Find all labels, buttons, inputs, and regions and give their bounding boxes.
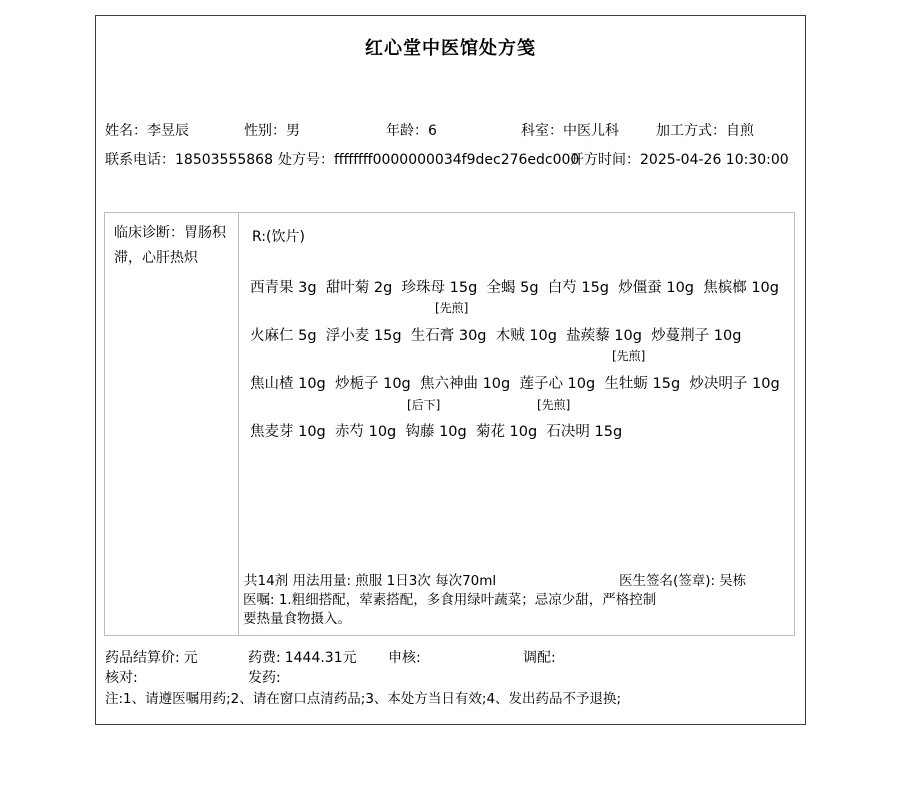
rx-time-label: 开方时间： xyxy=(570,152,640,168)
rx-number-label: 处方号： xyxy=(278,152,334,168)
field-fee xyxy=(248,647,357,667)
medical-advice: 医嘱: 1.粗细搭配，荤素搭配，多食用绿叶蔬菜；忌凉少甜，严格控制要热量食物摄入。 xyxy=(243,592,657,627)
herb-line-3: 焦山楂 10g 炒栀子 10g 焦六神曲 10g 莲子心 10g 生牡蛎 15g 炒决明子 10g xyxy=(250,376,780,392)
diagnosis-panel xyxy=(105,213,239,635)
rx-number-value: ffffffff0000000034f9dec276edc000 xyxy=(334,152,580,168)
prescription-content xyxy=(240,213,794,635)
department-label: 科室： xyxy=(521,123,563,139)
diagnosis-label: 临床诊断： xyxy=(114,225,184,241)
field-rx-number xyxy=(278,149,579,169)
age-value: 6 xyxy=(428,123,437,139)
doctor-signature xyxy=(619,569,746,589)
decoct-first-annotation: [先煎] xyxy=(612,349,646,363)
processing-value: 自煎 xyxy=(726,123,754,139)
add-later-annotation: [后下] xyxy=(407,398,441,412)
processing-label: 加工方式： xyxy=(656,123,726,139)
fee-value: 1444.31元 xyxy=(284,650,357,666)
annotation-row-1 xyxy=(240,299,794,314)
field-processing-method xyxy=(656,120,754,140)
diagnosis-value: 胃肠积滞，心肝热炽 xyxy=(114,225,226,266)
patient-name-label: 姓名： xyxy=(105,123,147,139)
field-check: 核对: xyxy=(105,670,138,686)
herb-line-1: 西青果 3g 甜叶菊 2g 珍珠母 15g 全蝎 5g 白芍 15g 炒僵蚕 10g 焦槟榔 10g xyxy=(250,280,779,296)
field-audit: 申核: xyxy=(388,650,421,666)
footer-note: 注:1、请遵医嘱用药;2、请在窗口点清药品;3、本处方当日有效;4、发出药品不予退换; xyxy=(105,691,622,707)
annotation-row-2 xyxy=(240,347,794,362)
field-patient-name xyxy=(105,120,189,140)
herb-line-4: 焦麦芽 10g 赤芍 10g 钩藤 10g 菊花 10g 石决明 15g xyxy=(250,424,623,440)
settle-price-label: 药品结算价: xyxy=(105,650,180,666)
page-title: 红心堂中医馆处方笺 xyxy=(365,38,536,59)
rx-heading: R:(饮片) xyxy=(252,229,305,245)
field-phone xyxy=(105,149,273,169)
field-settle-price xyxy=(105,647,198,667)
age-label: 年龄： xyxy=(386,123,428,139)
settle-price-value: 元 xyxy=(183,650,198,666)
department-value: 中医儿科 xyxy=(563,123,619,139)
field-gender xyxy=(244,120,300,140)
doctor-signature-label: 医生签名(签章): xyxy=(619,573,716,589)
patient-name-value: 李昱辰 xyxy=(147,123,189,139)
gender-value: 男 xyxy=(286,123,300,139)
decoct-first-annotation: [先煎] xyxy=(435,301,469,315)
phone-label: 联系电话： xyxy=(105,152,175,168)
field-issue: 发药: xyxy=(248,670,281,686)
annotation-row-3 xyxy=(240,396,794,411)
herb-line-2: 火麻仁 5g 浮小麦 15g 生石膏 30g 木贼 10g 盐蒺藜 10g 炒蔓荆子 10g xyxy=(250,328,742,344)
phone-value: 18503555868 xyxy=(175,152,273,168)
gender-label: 性别： xyxy=(244,123,286,139)
field-rx-time xyxy=(570,149,789,169)
field-department xyxy=(521,120,619,140)
prescription-box xyxy=(104,212,795,636)
decoct-first-annotation: [先煎] xyxy=(537,398,571,412)
usage-line: 共14剂 用法用量: 煎服 1日3次 每次70ml xyxy=(244,573,497,589)
rx-time-value: 2025-04-26 10:30:00 xyxy=(640,152,789,168)
field-age xyxy=(386,120,437,140)
doctor-signature-value: 吴栋 xyxy=(719,573,747,589)
field-dispense: 调配: xyxy=(523,650,556,666)
fee-label: 药费: xyxy=(248,650,281,666)
